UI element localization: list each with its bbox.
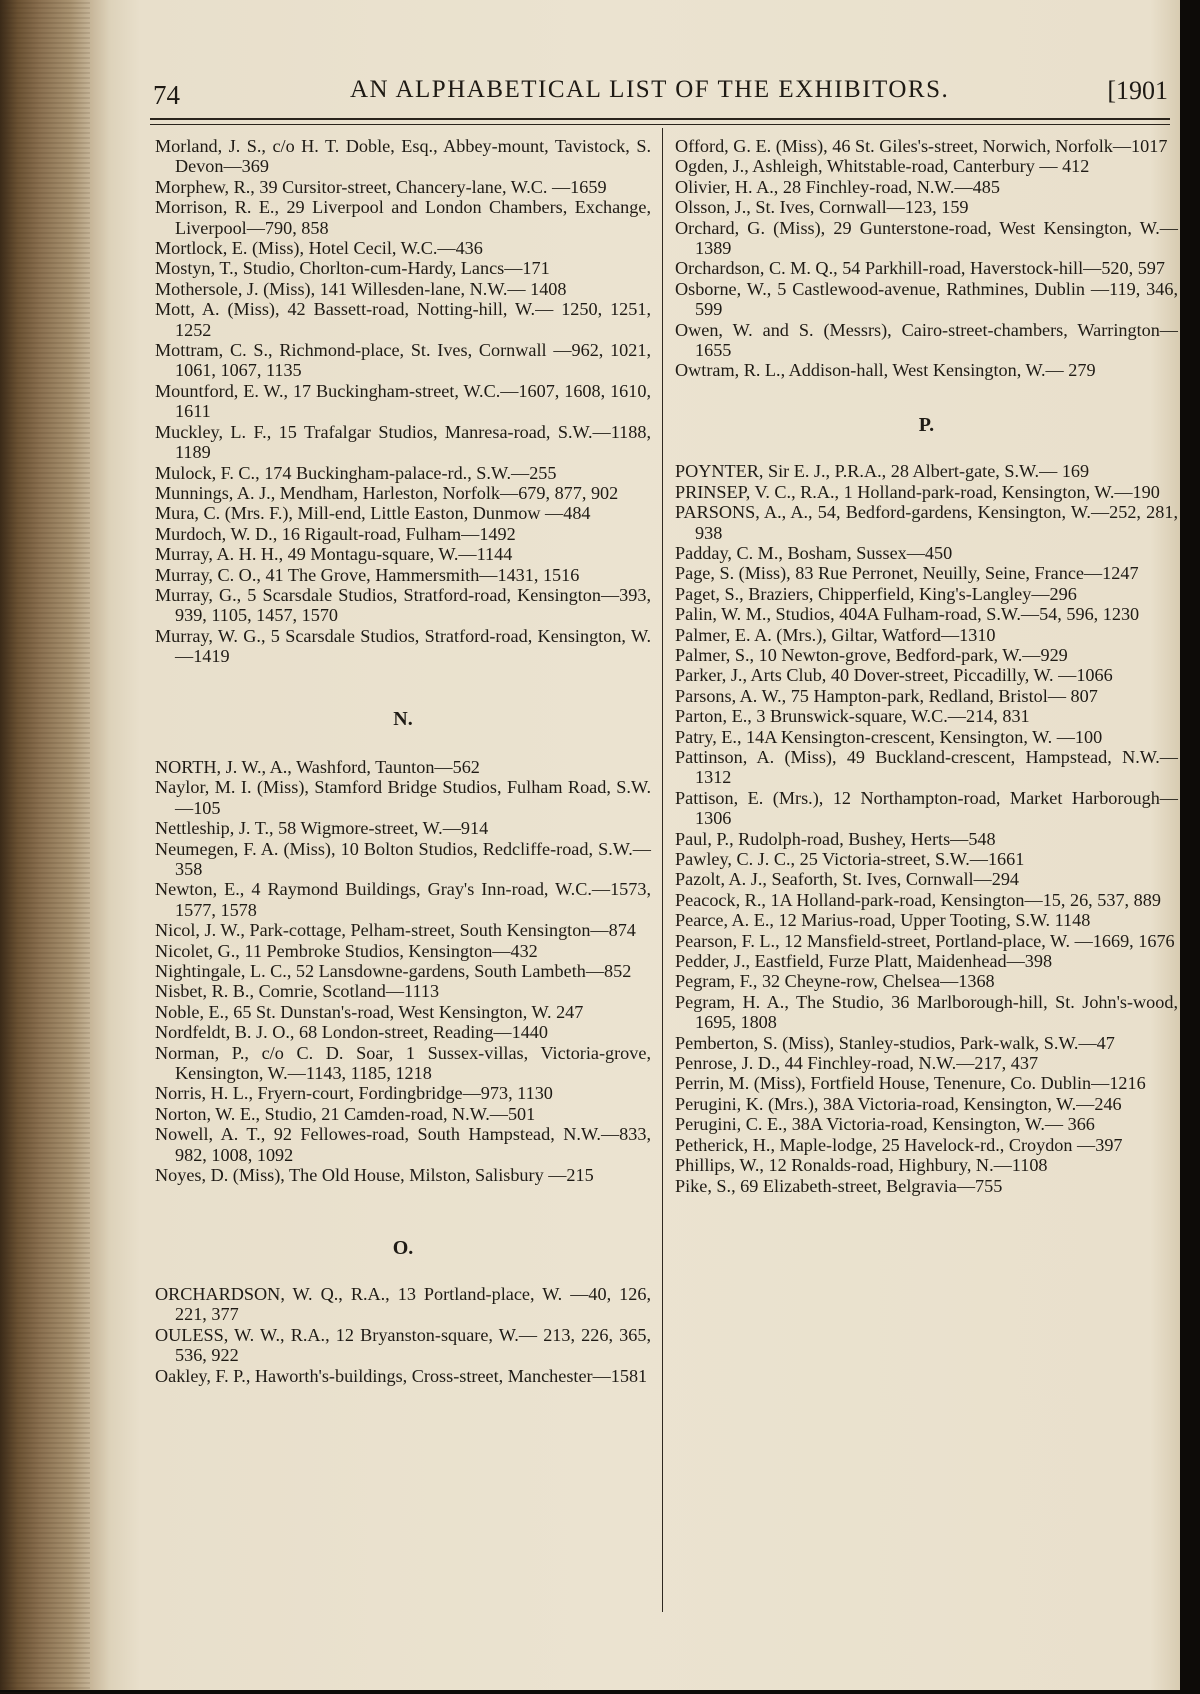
exhibitor-entry: Palmer, S., 10 Newton-grove, Bedford-park, W.—929: [675, 644, 1068, 665]
exhibitor-entry: OULESS, W. W., R.A., 12 Bryanston-square, W.— 213, 226, 365, 536, 922: [155, 1324, 651, 1366]
exhibitor-entry: Pearson, F. L., 12 Mansfield-street, Portland-place, W. —1669, 1676: [675, 930, 1175, 951]
exhibitor-entry: Offord, G. E. (Miss), 46 St. Giles's-street, Norwich, Norfolk—1017: [675, 136, 1168, 156]
exhibitor-entry: Newton, E., 4 Raymond Buildings, Gray's Inn-road, W.C.—1573, 1577, 1578: [155, 879, 651, 920]
exhibitor-entry: Nowell, A. T., 92 Fellowes-road, South Hampstead, N.W.—833, 982, 1008, 1092: [155, 1124, 651, 1165]
exhibitor-entry: Pazolt, A. J., Seaforth, St. Ives, Cornwall—294: [675, 869, 1020, 890]
header-rule: [150, 118, 1170, 125]
exhibitor-entry: Pemberton, S. (Miss), Stanley-studios, Park-walk, S.W.—47: [675, 1032, 1115, 1053]
exhibitor-entry: Orchardson, C. M. Q., 54 Parkhill-road, Haverstock-hill—520, 597: [675, 258, 1165, 279]
exhibitor-entry: Noyes, D. (Miss), The Old House, Milston, Salisbury —215: [155, 1165, 594, 1186]
exhibitor-entry: Page, S. (Miss), 83 Rue Perronet, Neuilly, Seine, France—1247: [675, 563, 1139, 584]
exhibitor-entry: Murray, W. G., 5 Scarsdale Studios, Stratford-road, Kensington, W.—1419: [155, 625, 651, 667]
exhibitor-entry: Norman, P., c/o C. D. Soar, 1 Sussex-villas, Victoria-grove, Kensington, W.—1143, 1185, 1218: [155, 1042, 651, 1084]
p-entries: [675, 461, 1178, 1196]
exhibitor-entry: Murdoch, W. D., 16 Rigault-road, Fulham—1492: [155, 523, 516, 544]
exhibitor-entry: Naylor, M. I. (Miss), Stamford Bridge Studios, Fulham Road, S.W.—105: [155, 777, 651, 818]
exhibitor-entry: Morrison, R. E., 29 Liverpool and London Chambers, Exchange, Liverpool—790, 858: [155, 197, 651, 238]
left-column: [155, 136, 651, 1386]
exhibitor-entry: Mortlock, E. (Miss), Hotel Cecil, W.C.—436: [155, 238, 483, 259]
m-entries: [155, 136, 651, 667]
exhibitor-entry: POYNTER, Sir E. J., P.R.A., 28 Albert-gate, S.W.— 169: [675, 461, 1090, 482]
exhibitor-entry: Pegram, F., 32 Cheyne-row, Chelsea—1368: [675, 971, 995, 992]
exhibitor-entry: Petherick, H., Maple-lodge, 25 Havelock-rd., Croydon —397: [675, 1134, 1123, 1155]
exhibitor-entry: Pattison, E. (Mrs.), 12 Northampton-road, Market Harborough—1306: [675, 787, 1178, 829]
year-label: [1901: [1107, 76, 1168, 105]
exhibitor-entry: Paul, P., Rudolph-road, Bushey, Herts—548: [675, 828, 996, 849]
exhibitor-entry: Mott, A. (Miss), 42 Bassett-road, Notting-hill, W.— 1250, 1251, 1252: [155, 299, 651, 340]
exhibitor-entry: Penrose, J. D., 44 Finchley-road, N.W.—217, 437: [675, 1053, 1039, 1074]
exhibitor-entry: Perugini, K. (Mrs.), 38A Victoria-road, Kensington, W.—246: [675, 1093, 1122, 1114]
n-entries: [155, 757, 651, 1186]
exhibitor-entry: Murray, G., 5 Scarsdale Studios, Stratford-road, Kensington—393, 939, 1105, 1457, 1570: [155, 584, 651, 626]
exhibitor-entry: Mottram, C. S., Richmond-place, St. Ives, Cornwall —962, 1021, 1061, 1067, 1135: [155, 340, 651, 381]
section-letter-n: N.: [393, 707, 413, 730]
page-number: 74: [153, 80, 180, 110]
exhibitor-entry: Murray, A. H. H., 49 Montagu-square, W.—1144: [155, 544, 513, 565]
running-title: AN ALPHABETICAL LIST OF THE EXHIBITORS.: [350, 76, 950, 103]
exhibitor-entry: Munnings, A. J., Mendham, Harleston, Norfolk—679, 877, 902: [155, 482, 619, 503]
exhibitor-entry: Nightingale, L. C., 52 Lansdowne-gardens, South Lambeth—852: [155, 961, 632, 982]
section-letter-o: O.: [392, 1236, 414, 1259]
o-entries-left: [155, 1284, 651, 1386]
exhibitor-entry: Palin, W. M., Studios, 404A Fulham-road, S.W.—54, 596, 1230: [675, 604, 1140, 625]
exhibitor-entry: Olivier, H. A., 28 Finchley-road, N.W.—485: [675, 176, 1000, 197]
exhibitor-entry: Nisbet, R. B., Comrie, Scotland—1113: [155, 981, 440, 1002]
exhibitor-entry: Perugini, C. E., 38A Victoria-road, Kensington, W.— 366: [675, 1114, 1095, 1135]
exhibitor-entry: Mulock, F. C., 174 Buckingham-palace-rd., S.W.—255: [155, 462, 557, 483]
exhibitor-entry: Pike, S., 69 Elizabeth-street, Belgravia—755: [675, 1175, 1003, 1196]
exhibitor-entry: Parsons, A. W., 75 Hampton-park, Redland, Bristol— 807: [675, 685, 1098, 706]
exhibitor-entry: Murray, C. O., 41 The Grove, Hammersmith—1431, 1516: [155, 564, 580, 585]
exhibitor-entry: Mountford, E. W., 17 Buckingham-street, W.C.—1607, 1608, 1610, 1611: [155, 380, 651, 422]
section-letter-p: P.: [918, 413, 935, 436]
exhibitor-entry: Owen, W. and S. (Messrs), Cairo-street-chambers, Warrington—1655: [675, 319, 1178, 361]
exhibitor-entry: Pawley, C. J. C., 25 Victoria-street, S.W.—1661: [675, 849, 1025, 869]
exhibitor-entry: Mostyn, T., Studio, Chorlton-cum-Hardy, Lancs—171: [155, 258, 550, 279]
exhibitor-entry: Nettleship, J. T., 58 Wigmore-street, W.—914: [155, 818, 489, 839]
exhibitor-entry: Parton, E., 3 Brunswick-square, W.C.—214, 831: [675, 706, 1030, 727]
exhibitor-entry: Noble, E., 65 St. Dunstan's-road, West Kensington, W. 247: [155, 1001, 584, 1022]
right-column: [675, 136, 1178, 1196]
exhibitor-entry: Mothersole, J. (Miss), 141 Willesden-lane, N.W.— 1408: [155, 278, 567, 299]
exhibitor-entry: Morphew, R., 39 Cursitor-street, Chancery-lane, W.C. —1659: [155, 176, 607, 197]
exhibitor-entry: Patry, E., 14A Kensington-crescent, Kensington, W. —100: [675, 726, 1103, 747]
exhibitor-entry: Pedder, J., Eastfield, Furze Platt, Maidenhead—398: [675, 951, 1053, 972]
exhibitor-entry: Peacock, R., 1A Holland-park-road, Kensington—15, 26, 537, 889: [675, 889, 1161, 910]
exhibitor-entry: Muckley, L. F., 15 Trafalgar Studios, Manresa-road, S.W.—1188, 1189: [155, 421, 651, 463]
exhibitor-entry: Neumegen, F. A. (Miss), 10 Bolton Studios, Redcliffe-road, S.W.—358: [155, 838, 651, 879]
column-divider: [662, 128, 663, 1612]
o-entries-right: [675, 136, 1178, 381]
exhibitor-entry: Morland, J. S., c/o H. T. Doble, Esq., Abbey-mount, Tavistock, S. Devon—369: [155, 136, 651, 177]
exhibitor-entry: Pattinson, A. (Miss), 49 Buckland-crescent, Hampstead, N.W.—1312: [675, 746, 1178, 788]
exhibitor-entry: Norris, H. L., Fryern-court, Fordingbridge—973, 1130: [155, 1083, 553, 1104]
exhibitor-entry: Mura, C. (Mrs. F.), Mill-end, Little Easton, Dunmow —484: [155, 503, 591, 524]
exhibitor-entry: Norton, W. E., Studio, 21 Camden-road, N.W.—501: [155, 1103, 536, 1124]
exhibitor-entry: Parker, J., Arts Club, 40 Dover-street, Piccadilly, W. —1066: [675, 665, 1113, 686]
exhibitor-entry: NORTH, J. W., A., Washford, Taunton—562: [155, 756, 480, 777]
exhibitor-entry: ORCHARDSON, W. Q., R.A., 13 Portland-place, W. —40, 126, 221, 377: [155, 1283, 651, 1325]
exhibitor-entry: Pegram, H. A., The Studio, 36 Marlborough-hill, St. John's-wood, 1695, 1808: [675, 991, 1178, 1033]
exhibitor-entry: Owtram, R. L., Addison-hall, West Kensington, W.— 279: [675, 360, 1096, 381]
exhibitor-entry: PARSONS, A., A., 54, Bedford-gardens, Kensington, W.—252, 281, 938: [675, 502, 1178, 543]
exhibitor-entry: Oakley, F. P., Haworth's-buildings, Cross-street, Manchester—1581: [155, 1365, 648, 1386]
exhibitor-entry: Pearce, A. E., 12 Marius-road, Upper Tooting, S.W. 1148: [675, 910, 1091, 931]
exhibitor-entry: Paget, S., Braziers, Chipperfield, King's-Langley—296: [675, 583, 1077, 604]
exhibitor-entry: Perrin, M. (Miss), Fortfield House, Tenenure, Co. Dublin—1216: [675, 1073, 1146, 1094]
exhibitor-entry: Nicolet, G., 11 Pembroke Studios, Kensington—432: [155, 940, 538, 961]
exhibitor-entry: Olsson, J., St. Ives, Cornwall—123, 159: [675, 197, 969, 218]
exhibitor-entry: Osborne, W., 5 Castlewood-avenue, Rathmines, Dublin —119, 346, 599: [675, 278, 1178, 320]
exhibitor-entry: Padday, C. M., Bosham, Sussex—450: [675, 542, 953, 563]
page-header: [150, 70, 1170, 114]
exhibitor-entry: Palmer, E. A. (Mrs.), Giltar, Watford—1310: [675, 624, 996, 645]
exhibitor-entry: Orchard, G. (Miss), 29 Gunterstone-road, West Kensington, W.—1389: [675, 217, 1178, 259]
exhibitor-entry: Nicol, J. W., Park-cottage, Pelham-street, South Kensington—874: [155, 920, 636, 941]
exhibitor-entry: Ogden, J., Ashleigh, Whitstable-road, Canterbury — 412: [675, 156, 1090, 177]
exhibitor-entry: Phillips, W., 12 Ronalds-road, Highbury, N.—1108: [675, 1155, 1048, 1176]
exhibitor-entry: PRINSEP, V. C., R.A., 1 Holland-park-road, Kensington, W.—190: [675, 481, 1160, 502]
exhibitor-entry: Nordfeldt, B. J. O., 68 London-street, Reading—1440: [155, 1022, 548, 1043]
